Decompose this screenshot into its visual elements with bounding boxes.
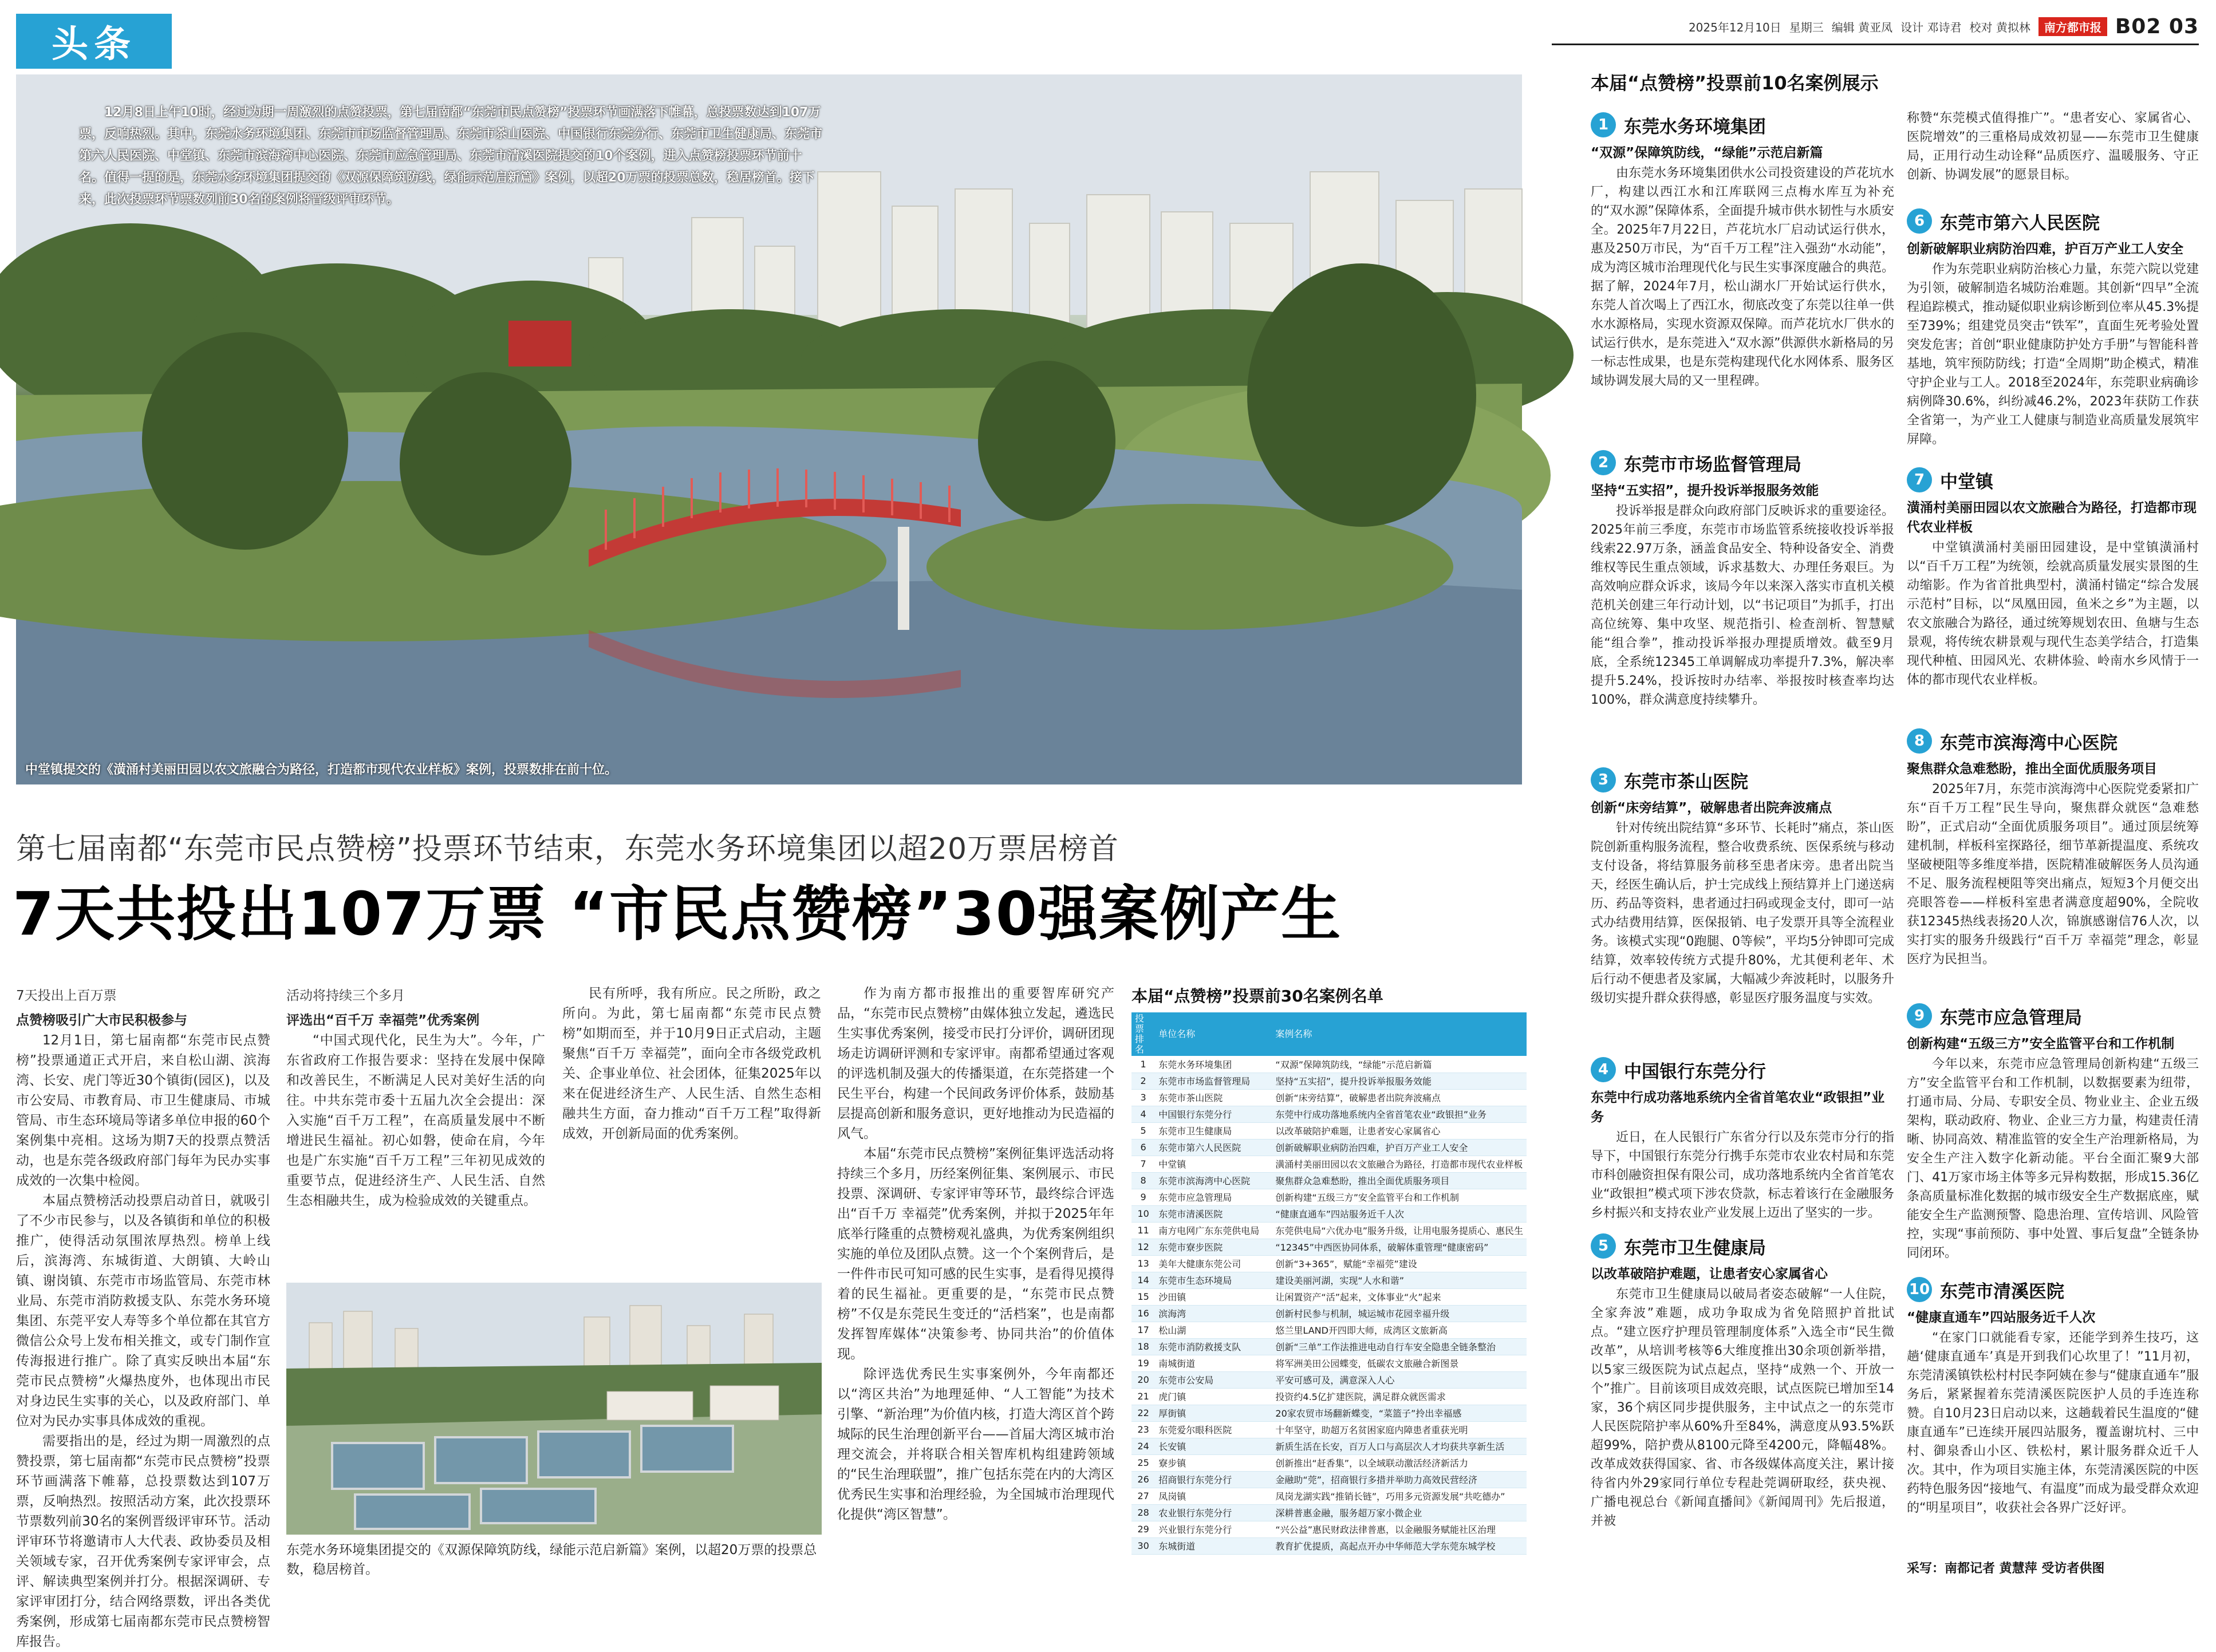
table-cell-case: 坚持“五实招”，提升投诉举报服务效能 [1272,1073,1527,1089]
table-cell-case: 创新“床旁结算”，破解患者出院奔波痛点 [1272,1089,1527,1106]
article-paragraph: 作为南方都市报推出的重要智库研究产品，“东莞市民点赞榜”由媒体独立发起，遴选民生实事优秀案例，接受市民打分评价，调研团现场走访调研评测和专家评审。南都希望通过客观的评选机制及强大的传播渠道，在东莞搭建一个民生平台，构建一个民间政务评价体系，鼓励基层提高创新和服务意识，更好地推动为民造福的风气。 [837,986,1114,1141]
section-1-kicker: 7天投出上百万票 [16,988,117,1003]
table-cell-case: “兴公益”惠民财政法律普惠，以金融服务赋能社区治理 [1272,1521,1527,1537]
table-row [1131,1139,1527,1156]
case-unit-name: 中国银行东莞分行 [1624,1061,1766,1082]
case-unit-name: 中堂镇 [1940,471,1993,492]
table-cell-rank: 24 [1131,1438,1155,1454]
table-cell-case: 东莞供电局“六优办电”服务升级，让用电服务提质心、惠民生 [1272,1222,1527,1239]
case-title: 创新构建“五级三方”安全监管平台和工作机制 [1907,1036,2175,1051]
table-cell-unit: 东莞市卫生健康局 [1155,1122,1272,1139]
issue-weekday: 星期三 [1789,20,1824,34]
table-row [1131,1371,1527,1388]
case-number: 5 [1591,1233,1616,1259]
case-body: 今年以来，东莞市应急管理局创新构建“五级三方”安全监管平台和工作机制，以数据要素为纽带，打通市局、分局、专职安全员、物业业主、企业五级架构，联动政府、物业、企业三方力量，构建责任清晰、协同高效、精准监管的安全生产治理新格局，为安全生产注入数字化新动能。平台全面汇聚9大部门、41万家市场主体等多元异构数据，形成15.36亿条高质量标准化数据的城市级安全生产数据底座，赋能安全生产监测预警、隐患治理、宣传培训、风险管控，实现“事前预防、事中处置、事后复盘”全链条协同闭环。 [1907,1057,2199,1260]
proofreader-credit: 校对 黄拟林 [1969,20,2030,34]
table-row [1131,1288,1527,1305]
table-cell-rank: 10 [1131,1205,1155,1222]
table-cell-case: 十年坚守，助超万名贫困家庭内障患者重获光明 [1272,1421,1527,1438]
brand-logo: 南方都市报 [2038,17,2107,36]
case-card [1591,1231,1894,1587]
table-cell-case: 20家农贸市场翻新蝶变，“菜篮子”拎出幸福感 [1272,1405,1527,1421]
hero-intro-text: 12月8日上午10时，经过为期一周激烈的点赞投票，第七届南都“东莞市民点赞榜”投票环节画满落下帷幕，总投票数达到107万票，反响热烈。其中，东莞水务环境集团、东莞市市场监督管理局、东莞市茶山医院、中国银行东莞分行、东莞市卫生健康局、东莞市第六人民医院、中堂镇、东莞市滨海湾中心医院、东莞市应急管理局、东莞市清溪医院提交的10个案例，进入点赞榜投票环节前十名。值得一提的是，东莞水务环境集团提交的《双源保障筑防线，绿能示范启新篇》案例，以超20万票的投票总数，稳居榜首。接下来，此次投票环节票数列前30名的案例将晋级评审环节。 [79,105,823,207]
article-paragraph: “中国式现代化，民生为大”。今年，广东省政府工作报告要求：坚持在发展中保障和改善民生，不断满足人民对美好生活的向往。中共东莞市委十五届九次全会提出：深入实施“百千万工程”，在高质量发展中不断增进民生福祉。初心如磐，使命在肩，今年也是广东实施“百千万工程”三年初见成效的重要节点，促进经济生产、人民生活、自然生态相融共生，成为检验成效的关键重点。 [286,1033,545,1208]
article-paragraph: 除评选优秀民生实事案例外，今年南都还以“湾区共治”为地理延伸、“人工智能”为技术引擎、“新治理”为价值内核，打造大湾区首个跨城际的民生治理创新平台——首届大湾区城市治理交流会，并将联合相关智库机构组建跨领域的“民生治理联盟”，推广包括东莞在内的大湾区优秀民生实事和治理经验，为全国城市治理现代化提供“湾区智慧”。 [837,1367,1114,1522]
article-paragraph: 本届“东莞市民点赞榜”案例征集评选活动将持续三个多月，历经案例征集、案例展示、市民投票、深调研、专家评审等环节，最终综合评选出“百千万 幸福莞”优秀案例，并拟于2025年年底举行隆重的点赞榜观礼盛典，为优秀案例组织实施的单位及团队点赞。这一个个案例背后，是一件件市民可知可感的民生实事，是看得见摸得着的民生福祉。更重要的是，“东莞市民点赞榜”不仅是东莞民生变迁的“活档案”，也是南都发挥智库媒体“决策参考、协同共治”的价值体现。 [837,1146,1114,1362]
water-plant-photo [286,1283,822,1535]
headline-subtitle: 第七届南都“东莞市民点赞榜”投票环节结束，东莞水务环境集团以超20万票居榜首 [16,832,1119,866]
case-number: 2 [1591,450,1616,475]
rail-title: 本届“点赞榜”投票前10名案例展示 [1591,72,1879,94]
table-cell-rank: 11 [1131,1222,1155,1239]
article-byline: 采写：南都记者 黄慧萍 受访者供图 [1907,1562,2105,1576]
table-cell-unit: 南城街道 [1155,1355,1272,1371]
case-body: 中堂镇潢涌村美丽田园建设，是中堂镇潢涌村以“百千万工程”为统领，绘就高质量发展实景图的生动缩影。作为省首批典型村，潢涌村锚定“综合发展示范村”目标，以“凤凰田园，鱼米之乡”为主题，以农文旅融合为路径，通过统筹规划农田、鱼塘与生态景观，将传统农耕景观与现代生态美学结合，打造集现代种植、田园风光、农耕体验、岭南水乡风情于一体的都市现代农业样板。 [1907,541,2199,687]
table-cell-rank: 14 [1131,1272,1155,1288]
table-row [1131,1073,1527,1089]
table-cell-unit: 南方电网广东东莞供电局 [1155,1222,1272,1239]
table-cell-unit: 招商银行东莞分行 [1155,1471,1272,1488]
table-row [1131,1205,1527,1222]
table-cell-unit: 滨海湾 [1155,1305,1272,1322]
article-column-1 [16,984,270,1649]
section-2-title: 评选出“百千万 幸福莞”优秀案例 [286,1013,480,1028]
table-cell-rank: 6 [1131,1139,1155,1156]
table-cell-unit: 寮步镇 [1155,1454,1272,1471]
table-cell-rank: 25 [1131,1454,1155,1471]
case-card [1907,1001,2199,1282]
article-paragraph: 需要指出的是，经过为期一周激烈的点赞投票，第七届南都“东莞市民点赞榜”投票环节画满落下帷幕，总投票数达到107万票，反响热烈。按照活动方案，此次投票环节票数列前30名的案例晋级评审环节。活动评审环节将邀请市人大代表、政协委员及相关领域专家，召开优秀案例专家评审会，点评、解读典型案例并打分。根据深调研、专家评审团打分，结合网络票数，评出各类优秀案例，形成第七届南都东莞市民点赞榜智库报告。 [16,1434,270,1649]
case-title: 创新“床旁结算”，破解患者出院奔波痛点 [1591,801,1832,815]
top30-table [1131,1012,1527,1555]
table-cell-unit: 松山湖 [1155,1322,1272,1338]
table-cell-unit: 凤岗镇 [1155,1488,1272,1504]
case-unit-name: 东莞市应急管理局 [1940,1007,2082,1028]
case-number: 10 [1907,1277,1932,1302]
table-cell-unit: 厚街镇 [1155,1405,1272,1421]
article-column-2 [286,984,545,1276]
table-row [1131,1504,1527,1521]
table-cell-unit: 沙田镇 [1155,1288,1272,1305]
table-cell-case: 凤岗龙湖实践“推销长链”，巧用多元资源发展“共吃德办” [1272,1488,1527,1504]
table-cell-unit: 东莞市市场监督管理局 [1155,1073,1272,1089]
table-row [1131,1322,1527,1338]
table-cell-case: 建设美丽河湖，实现“人水和谐” [1272,1272,1527,1288]
case-card [1907,726,2199,987]
table-row [1131,1122,1527,1139]
case-number: 9 [1907,1003,1932,1028]
case-unit-name: 东莞市滨海湾中心医院 [1940,732,2118,754]
table-cell-unit: 东莞水务环境集团 [1155,1056,1272,1073]
table-cell-unit: 东莞市生态环境局 [1155,1272,1272,1288]
case-body: 投诉举报是群众向政府部门反映诉求的重要途径。2025年前三季度，东莞市市场监管系统接收投诉举报线索22.97万条，涵盖食品安全、特种设备安全、消费维权等民生重点领域，诉求基数大、办理任务艰巨。为高效响应群众诉求，该局今年以来深入落实市直机关模范机关创建三年行动计划，以“书记项目”为抓手，打出高位统筹、集中攻坚、规范指引、检查剖析、智慧赋能“组合拳”，推动投诉举报办理提质增效。截至9月底，全系统12345工单调解成功率提升7.3%，解决率提升5.24%，投诉按时办结率、举报按时核查率均达100%，群众满意度持续攀升。 [1591,504,1894,707]
table-cell-case: 潢涌村美丽田园以农文旅融合为路径，打造都市现代农业样板 [1272,1156,1527,1172]
table-cell-rank: 3 [1131,1089,1155,1106]
page-number: B02 03 [2115,14,2199,38]
table-row [1131,1388,1527,1405]
table-cell-case: 创新“三单”工作法推进电动自行车安全隐患全链条整治 [1272,1338,1527,1355]
table-cell-case: “双源”保障筑防线，“绿能”示范启新篇 [1272,1056,1527,1073]
hero-caption: 中堂镇提交的《潢涌村美丽田园以农文旅融合为路径，打造都市现代农业样板》案例，投票数排在前十位。 [25,763,618,777]
table-row [1131,1537,1527,1554]
table-cell-rank: 28 [1131,1504,1155,1521]
table-cell-rank: 5 [1131,1122,1155,1139]
article-column-3 [562,984,821,1276]
table-cell-rank: 1 [1131,1056,1155,1073]
water-plant-illustration [286,1283,822,1535]
table-row [1131,1106,1527,1122]
case-unit-name: 东莞市第六人民医院 [1940,212,2100,234]
case-body: 作为东莞职业病防治核心力量，东莞六院以党建为引领，破解制造名城防治难题。其创新“四早”全流程追踪模式，推动疑似职业病诊断到位率从45.3%提至739%；组建党员突击“铁军”，直面生死考验处置突发危害；首创“职业健康防护处方手册”与智能科普基地，筑牢预防防线；打造“全周期”助企模式，精准守护企业与工人。2018至2024年，东莞职业病确诊病例降30.6%，纠纷减46.2%，2023年获防工作获全省第一，为产业工人健康与制造业高质量发展筑牢屏障。 [1907,262,2199,447]
table-cell-unit: 中国银行东莞分行 [1155,1106,1272,1122]
table-row [1131,1405,1527,1421]
table-cell-unit: 东莞市应急管理局 [1155,1189,1272,1205]
table-header-case: 案例名称 [1272,1012,1527,1056]
case-card-continued [1907,108,2199,182]
case-title: 创新破解职业病防治四难，护百万产业工人安全 [1907,242,2183,257]
table-cell-unit: 东莞市寮步医院 [1155,1239,1272,1255]
table-cell-rank: 13 [1131,1255,1155,1272]
table-row [1131,1338,1527,1355]
case-unit-name: 东莞水务环境集团 [1624,116,1766,137]
table-header-unit: 单位名称 [1155,1012,1272,1056]
table-row [1131,1471,1527,1488]
table-cell-rank: 8 [1131,1172,1155,1189]
case-unit-name: 东莞市卫生健康局 [1624,1237,1766,1259]
case-body: 东莞市卫生健康局以破局者姿态破解“一人住院，全家奔波”难题，成功争取成为省免陪照护首批试点。“建立医疗护理员管理制度体系”入选全市“民生微改革”，从培训考核等6大维度推出30余项创新举措，以5家三级医院为试点起点，坚持“成熟一个、开放一个”推广。目前该项目成效亮眼，试点医院已增加至14家，36个病区同步提供服务，主中试点之一的东莞市人民医院陪护率从60%升至84%，满意度从93.5%跃超99%，陪护费从8100元降至4200元，降幅48%。改革成效获得国家、省、市各级媒体高度关注，累计接待省内外29家同行单位专程赴莞调研取经，获央视、广播电视总台《新闻直播间》《新闻周刊》先后报道，并被 [1591,1287,1894,1528]
table-cell-unit: 美年大健康东莞公司 [1155,1255,1272,1272]
table-cell-rank: 7 [1131,1156,1155,1172]
case-body: “在家门口就能看专家，还能学到养生技巧，这趟‘健康直通车’真是开到我们心坎里了！”11月初，东莞清溪镇铁松村村民李阿姨在参与“健康直通车”服务后，紧紧握着东莞清溪医院医护人员的手连连称赞。自10月23日启动以来，这趟载着民生温度的“健康直通车”已连续开展四站服务，覆盖谢坑村、三中村、御泉香山小区、铁松村，累计服务群众近千人次。其中，作为项目实施主体，东莞清溪医院的中医药特色服务因“接地气、有温度”而成为最受群众欢迎的“明星项目”，收获社会各界广泛好评。 [1907,1331,2199,1515]
table-cell-unit: 东莞市公安局 [1155,1371,1272,1388]
section-tag: 头条 [16,14,172,69]
headline-main: 7天共投出107万票 “市民点赞榜”30强案例产生 [13,879,1342,949]
table-row [1131,1272,1527,1288]
table-cell-rank: 30 [1131,1537,1155,1554]
table-cell-rank: 12 [1131,1239,1155,1255]
case-unit-name: 东莞市清溪医院 [1940,1281,2064,1302]
table-row [1131,1438,1527,1454]
designer-credit: 设计 邓诗君 [1900,20,1962,34]
case-body: 针对传统出院结算“多环节、长耗时”痛点，茶山医院创新重构服务流程，整合收费系统、医保系统与移动支付设备，将结算服务前移至患者床旁。患者出院当天，经医生确认后，护士完成线上预结算并上门递送病历、药品等资料，患者通过扫码或现金支付，即可一站式办结费用结算，医保报销、电子发票开具等全流程业务。该模式实现“0跑腿、0等候”，平均5分钟即可完成结算，效率较传统方式提升80%，尤其便利老年、术后行动不便患者及家属，大幅减少奔波耗时，以服务升级切实提升群众获得感，彰显医疗服务温度与实效。 [1591,821,1894,1006]
table-row [1131,1421,1527,1438]
case-card [1907,206,2199,468]
case-title: “健康直通车”四站服务近千人次 [1907,1310,2096,1325]
table-row [1131,1355,1527,1371]
table-row [1131,1189,1527,1205]
table-cell-rank: 29 [1131,1521,1155,1537]
table-row [1131,1255,1527,1272]
case-title: 聚焦群众急难愁盼，推出全面优质服务项目 [1907,762,2157,776]
top30-table-block [1131,984,1527,1586]
table-cell-unit: 东莞市第六人民医院 [1155,1139,1272,1156]
table-cell-unit: 中堂镇 [1155,1156,1272,1172]
table-row [1131,1222,1527,1239]
case-body-continued: 称赞“东莞模式值得推广”。“患者安心、家属省心、医院增效”的三重格局成效初显——东莞市卫生健康局，正用行动生动诠释“品质医疗、温暖服务、守正创新、协调发展”的愿景目标。 [1907,111,2199,182]
table-cell-case: 悠兰里LAND开四即大师，成湾区文旅新高 [1272,1322,1527,1338]
case-title: 坚持“五实招”，提升投诉举报服务效能 [1591,483,1819,498]
table-row [1131,1454,1527,1471]
table-cell-case: 创新破解职业病防治四难，护百万产业工人安全 [1272,1139,1527,1156]
table-cell-case: 创新构建“五级三方”安全监管平台和工作机制 [1272,1189,1527,1205]
table-cell-case: 金融助“莞”，招商银行多措并举助力高效民营经济 [1272,1471,1527,1488]
table-cell-unit: 东城街道 [1155,1537,1272,1554]
table-cell-case: 让闲置资产“活”起来，文体事业“火”起来 [1272,1288,1527,1305]
table-cell-unit: 东莞市消防救援支队 [1155,1338,1272,1355]
table-row [1131,1521,1527,1537]
table-cell-case: 创新村民参与机制，城运城市花园幸福升级 [1272,1305,1527,1322]
case-card [1591,765,1894,1044]
header-rule [1552,44,2199,45]
hero-photo [16,74,1522,784]
table-cell-case: 平安可感可及，满意深入人心 [1272,1371,1527,1388]
case-unit-name: 东莞市茶山医院 [1624,771,1748,793]
table-cell-rank: 2 [1131,1073,1155,1089]
table-cell-rank: 20 [1131,1371,1155,1388]
case-number: 3 [1591,767,1616,793]
table-cell-rank: 18 [1131,1338,1155,1355]
table-cell-unit: 东莞市清溪医院 [1155,1205,1272,1222]
table-row [1131,1239,1527,1255]
case-body: 2025年7月，东莞市滨海湾中心医院党委紧扣广东“百千万工程”民生导向，聚焦群众就医“急难愁盼”，正式启动“全面优质服务项目”。通过顶层统筹建机制，样板科室探路径，细节革新提温度、系统攻坚破梗阻等多维度举措，医院精准破解医务人员沟通不足、服务流程梗阻等突出痛点，短短3个月便交出亮眼答卷——样板科室患者满意度超90%，全院收获12345热线表扬20人次，锦旗感谢信76人次，以实打实的服务升级践行“百千万 幸福莞”理念，彰显医疗为民担当。 [1907,782,2199,967]
table-row [1131,1488,1527,1504]
case-number: 6 [1907,208,1932,234]
table-cell-case: “健康直通车”四站服务近千人次 [1272,1205,1527,1222]
article-paragraph: 民有所呼，我有所应。民之所盼，政之所向。为此，第七届南都“东莞市民点赞榜”如期而至，并于10月9日正式启动，主题聚焦“百千万 幸福莞”，面向全市各级党政机关、企事业单位、社会团体，征集2025年以来在促进经济生产、人民生活、自然生态相融共生方面，奋力推动“百千万工程”取得新成效，开创新局面的优秀案例。 [562,986,821,1141]
case-title: 以改革破陪护难题，让患者安心家属省心 [1591,1267,1828,1282]
table-cell-rank: 15 [1131,1288,1155,1305]
table-cell-unit: 兴业银行东莞分行 [1155,1521,1272,1537]
case-number: 8 [1907,728,1932,754]
table-row [1131,1156,1527,1172]
case-number: 7 [1907,467,1932,492]
table-cell-case: 聚焦群众急难愁盼，推出全面优质服务项目 [1272,1172,1527,1189]
case-card [1591,110,1894,391]
table-cell-unit: 东莞爱尔眼科医院 [1155,1421,1272,1438]
table-row [1131,1056,1527,1073]
table-cell-unit: 农业银行东莞分行 [1155,1504,1272,1521]
table-row [1131,1305,1527,1322]
table-cell-rank: 22 [1131,1405,1155,1421]
case-body: 近日，在人民银行广东省分行以及东莞市分行的指导下，中国银行东莞分行携手东莞市农业农村局和东莞市科创融资担保有限公司，成功落地系统内全省首笔农业“政银担”模式项下涉农贷款，标志着该行在金融服务乡村振兴和支持农业产业发展上迈出了坚实的一步。 [1591,1130,1894,1220]
table-cell-case: 教育扩优提质，高起点开办中华师范大学东莞东城学校 [1272,1537,1527,1554]
table-cell-unit: 东莞市茶山医院 [1155,1089,1272,1106]
table-cell-case: “12345”中西医协同体系，破解体重管理“健康密码” [1272,1239,1527,1255]
article-column-4 [837,984,1114,1591]
case-card [1591,1055,1894,1241]
table-cell-rank: 4 [1131,1106,1155,1122]
table-cell-unit: 东莞市滨海湾中心医院 [1155,1172,1272,1189]
case-unit-name: 东莞市市场监督管理局 [1624,454,1801,475]
article-paragraph: 12月1日，第七届南都“东莞市民点赞榜”投票通道正式开启，来自松山湖、滨海湾、长安、虎门等近30个镇街(园区)，以及市公安局、市教育局、市卫生健康局、市城管局、市生态环境局等诸多单位申报的60个案例集中亮相。这场为期7天的投票点赞活动，也是东莞各级政府部门每年为民办实事成效的一次集中检阅。 [16,1033,270,1188]
table-cell-rank: 17 [1131,1322,1155,1338]
table-header-rank: 投票排名 [1131,1012,1155,1056]
table-cell-unit: 长安镇 [1155,1438,1272,1454]
table-cell-case: 深耕普惠金融，服务超万家小微企业 [1272,1504,1527,1521]
case-body: 由东莞水务环境集团供水公司投资建设的芦花坑水厂，构建以西江水和江库联网三点梅水库互为补充的“双水源”保障体系，全面提升城市供水韧性与水质安全。2025年7月22日，芦花坑水厂启动试运行供水，惠及250万市民，为“百千万工程”注入强劲“水动能”，成为湾区城市治理现代化与民生实事深度融合的典范。据了解，2024年7月，松山湖水厂开始试运行供水，东莞人首次喝上了西江水，彻底改变了东莞以往单一供水水源格局，实现水资源双保障。而芦花坑水厂供水的试运行供水，是东莞进入“双水源”供源供水新格局的另一标志性成果，也是东莞构建现代化水网体系、服务区域协调发展大局的又一里程碑。 [1591,166,1894,388]
case-card [1591,448,1894,765]
table-cell-case: 东莞中行成功落地系统内全省首笔农业“政银担”业务 [1272,1106,1527,1122]
case-title: 东莞中行成功落地系统内全省首笔农业“政银担”业务 [1591,1090,1885,1125]
page-meta [1689,14,2199,39]
table-cell-case: 创新“3+365”，赋能“幸福莞”建设 [1272,1255,1527,1272]
editor-credit: 编辑 黄亚凤 [1831,20,1893,34]
water-plant-caption: 东莞水务环境集团提交的《双源保障筑防线，绿能示范启新篇》案例，以超20万票的投票总数，稳居榜首。 [286,1543,817,1577]
table-cell-rank: 16 [1131,1305,1155,1322]
case-title: “双源”保障筑防线，“绿能”示范启新篇 [1591,145,1823,160]
case-title: 潢涌村美丽田园以农文旅融合为路径，打造都市现代农业样板 [1907,500,2197,535]
table-header-row [1131,1012,1527,1056]
section-2-kicker: 活动将持续三个多月 [286,988,405,1003]
issue-date: 2025年12月10日 [1688,20,1781,34]
case-number: 4 [1591,1057,1616,1082]
article-paragraph: 本届点赞榜活动投票启动首日，就吸引了不少市民参与，以及各镇街和单位的积极推广，使得活动氛围浓厚热烈。榜单上线后，滨海湾、东城街道、大朗镇、大岭山镇、谢岗镇、东莞市市场监管局、东莞市林业局、东莞市消防救援支队、东莞水务环境集团、东莞平安人寿等多个单位都在其官方微信公众号上发布相关推文，或专门制作宣传海报进行推广。除了真实反映出本届“东莞市民点赞榜”火爆热度外，也体现出市民对身边民生实事的关心，以及政府部门、单位对为民办实事具体成效的重视。 [16,1193,270,1429]
case-card [1907,1275,2199,1576]
table-cell-rank: 21 [1131,1388,1155,1405]
table-cell-case: 以改革破陪护难题，让患者安心家属省心 [1272,1122,1527,1139]
case-number: 1 [1591,112,1616,137]
table-cell-unit: 虎门镇 [1155,1388,1272,1405]
table-cell-case: 将军洲美田公园蝶变，低碳农文旅融合新图景 [1272,1355,1527,1371]
case-card [1907,465,2199,727]
table-cell-rank: 27 [1131,1488,1155,1504]
table-title: 本届“点赞榜”投票前30名案例名单 [1131,987,1383,1006]
table-cell-case: 新质生活在长安，百万人口与高层次人才均获共享新生活 [1272,1438,1527,1454]
table-cell-rank: 26 [1131,1471,1155,1488]
section-1-title: 点赞榜吸引广大市民积极参与 [16,1013,187,1028]
table-row [1131,1089,1527,1106]
table-cell-case: 创新推出“赶香集”，以全域联动激活经济新活力 [1272,1454,1527,1471]
table-row [1131,1172,1527,1189]
table-cell-rank: 19 [1131,1355,1155,1371]
table-cell-rank: 9 [1131,1189,1155,1205]
table-cell-rank: 23 [1131,1421,1155,1438]
table-cell-case: 投资约4.5亿扩建医院，满足群众就医需求 [1272,1388,1527,1405]
